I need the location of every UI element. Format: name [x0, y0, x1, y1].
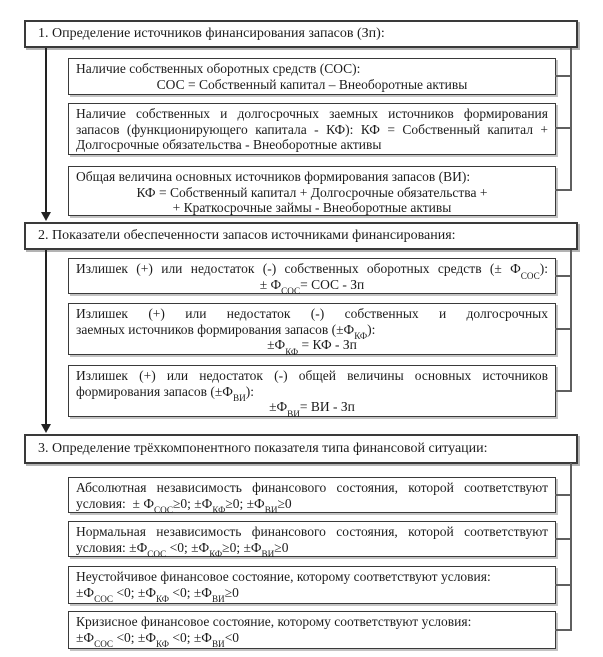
section-3-bracket-line [570, 463, 572, 631]
crisis-state-conditions: $\pm Ф_{СОС} <0$; $\pm Ф_{КФ} <0$; $\pm Ф_{ВИ}<0$ [76, 629, 240, 650]
sos-definition-text: Наличие собственных оборотных средств (СОС): [76, 61, 361, 76]
section-2-bracket-line [570, 250, 572, 392]
arrowhead-2-to-3-icon [41, 424, 51, 433]
unstable-state-text: Неустойчивое финансовое состояние, которому соответствуют условия: [76, 569, 491, 584]
section-1-header-box [24, 20, 578, 48]
section-2-header-box [24, 222, 578, 250]
kf-definition-text-3: Долгосрочные обязательства - Внеоборотные активы [76, 137, 382, 152]
section-1-stub-1 [555, 75, 571, 77]
crisis-state-text: Кризисное финансовое состояние, которому соответствуют условия: [76, 614, 472, 629]
section-3-stub-1 [555, 494, 571, 496]
unstable-state-box [68, 566, 556, 604]
surplus-vi-box [68, 365, 556, 417]
kf-definition-text-1: Наличие собственных и долгосрочных заемных источников формирования [76, 106, 548, 121]
surplus-vi-text-2: формирования запасов $(\pm Ф_{ВИ})$: [76, 383, 254, 404]
section-2-header-label: 2. Показатели обеспеченности запасов источниками финансирования: [38, 228, 456, 243]
surplus-sos-box [68, 258, 556, 297]
kf-definition-text-2: запасов (функционирующего капитала - КФ): КФ = Собственный капитал + [76, 121, 548, 137]
unstable-state-conditions: $\pm Ф_{СОС} <0$; $\pm Ф_{КФ} <0$; $\pm Ф_{ВИ}\ge 0$ [76, 584, 239, 605]
normal-independence-box [68, 521, 556, 560]
surplus-sos-text: Излишек (+) или недостаток (-) собственных оборотных средств (± $Ф_{СОС}$): [76, 261, 548, 281]
surplus-vi-formula: $\pm Ф_{ВИ}=$ ВИ - Зп [269, 399, 355, 419]
sos-formula: СОС = Собственный капитал – Внеоборотные активы [156, 76, 468, 92]
section-3-header-label: 3. Определение трёхкомпонентного показателя типа финансовой ситуации: [38, 441, 488, 456]
normal-independence-text: Нормальная независимость финансового состояния, которой соответствуют [76, 524, 548, 539]
surplus-kf-text-2: заемных источников формирования запасов $(\pm Ф_{КФ})$: [76, 321, 376, 342]
absolute-independence-conditions: условия: ± $Ф_{СОС}\ge 0$; $\pm Ф_{КФ}\ge 0$; $\pm Ф_{ВИ}\ge 0$ [76, 495, 292, 516]
kf-definition-box [68, 103, 556, 155]
section-2-stub-3 [555, 390, 571, 392]
section-3-stub-4 [555, 629, 571, 631]
section-1-stub-2 [555, 127, 571, 129]
surplus-vi-text-1: Излишек (+) или недостаток (-) общей величины основных источников [76, 368, 548, 383]
section-2-stub-1 [555, 275, 571, 277]
sos-definition-box [68, 58, 556, 95]
vi-definition-text: Общая величина основных источников формирования запасов (ВИ): [76, 169, 471, 184]
section-3-header-box [24, 434, 578, 464]
vi-definition-box [68, 166, 556, 216]
absolute-independence-text: Абсолютная независимость финансового состояния, которой соответствуют [76, 480, 548, 495]
section-3-stub-2 [555, 538, 571, 540]
surplus-kf-formula: $\pm Ф_{КФ}$ = КФ - Зп [267, 337, 357, 357]
arrow-line-2-to-3 [45, 250, 47, 424]
absolute-independence-box [68, 477, 556, 516]
surplus-sos-formula: ± $Ф_{СОС}=$ СОС - Зп [259, 276, 365, 297]
crisis-state-box [68, 611, 556, 649]
vi-formula-1: КФ = Собственный капитал + Долгосрочные обязательства + [136, 184, 488, 200]
vi-formula-2: + Краткосрочные займы - Внеоборотные активы [172, 200, 452, 215]
surplus-kf-text-1: Излишек (+) или недостаток (-) собственных и долгосрочных [76, 306, 548, 321]
surplus-kf-box [68, 303, 556, 355]
section-1-stub-3 [555, 189, 571, 191]
section-1-bracket-line [570, 48, 572, 191]
section-2-stub-2 [555, 328, 571, 330]
section-1-header-label: 1. Определение источников финансирования запасов (Зп): [38, 26, 385, 41]
section-3-stub-3 [555, 584, 571, 586]
normal-independence-conditions: условия: $\pm Ф_{СОС} <0$; $\pm Ф_{КФ}\ge 0$; $\pm Ф_{ВИ}\ge 0$ [76, 539, 289, 560]
arrowhead-1-to-2-icon [41, 212, 51, 221]
arrow-line-1-to-2 [45, 48, 47, 213]
